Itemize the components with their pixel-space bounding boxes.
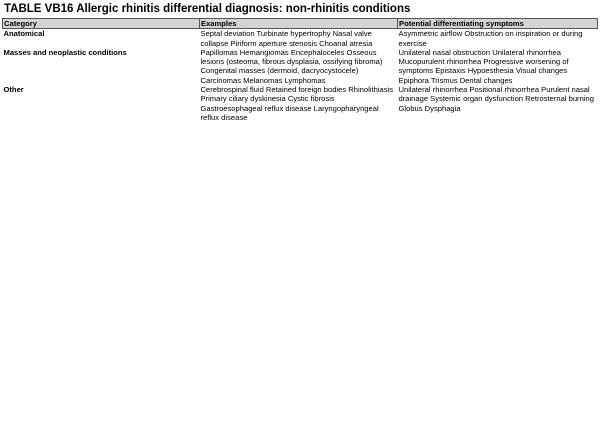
row-category: Anatomical	[3, 29, 45, 39]
column-header-category: Category	[3, 19, 200, 29]
row-symptoms: Unilateral nasal obstruction Unilateral rhinorrhea Mucopurulent rhinorrhea Progressive worsening of symptoms Epistaxis Hypoesthesia Visual changes Epiphora Trismus Dental changes	[398, 47, 569, 85]
table-header-row	[3, 19, 598, 29]
row-examples: Septal deviation Turbinate hypertrophy Nasal valve collapse Piriform aperture stenosis Choanal atresia	[200, 29, 373, 48]
differential-diagnosis-table	[2, 18, 598, 122]
row-examples: Papillomas Hemangiomas Encephaloceles Osseous lesions (osteoma, fibrous dysplasia, ossifying fibroma) Congenital masses (dermoid, dacryocystocele) Carcinomas Melanomas Lymphomas	[200, 47, 383, 85]
table-title: TABLE VB16 Allergic rhinitis differential diagnosis: non-rhinitis conditions	[4, 3, 411, 15]
row-category: Masses and neoplastic conditions	[3, 47, 127, 57]
table-row	[3, 85, 598, 122]
column-header-examples: Examples	[200, 19, 398, 29]
row-symptoms: Unilateral rhinorrhea Positional rhinorrhea Purulent nasal drainage Systemic organ dysfunction Retrosternal burning Globus Dysphagia	[398, 85, 594, 113]
table-row	[3, 29, 598, 48]
row-examples: Cerebrospinal fluid Retained foreign bodies Rhinolithiasis Primary ciliary dyskinesia Cystic fibrosis Gastroesophageal reflux disease Laryngopharyngeal reflux disease	[200, 85, 393, 122]
table-row	[3, 48, 598, 85]
row-category: Other	[3, 85, 24, 95]
column-header-symptoms: Potential differentiating symptoms	[398, 19, 598, 29]
row-symptoms: Asymmetric airflow Obstruction on inspiration or during exercise	[398, 29, 583, 48]
